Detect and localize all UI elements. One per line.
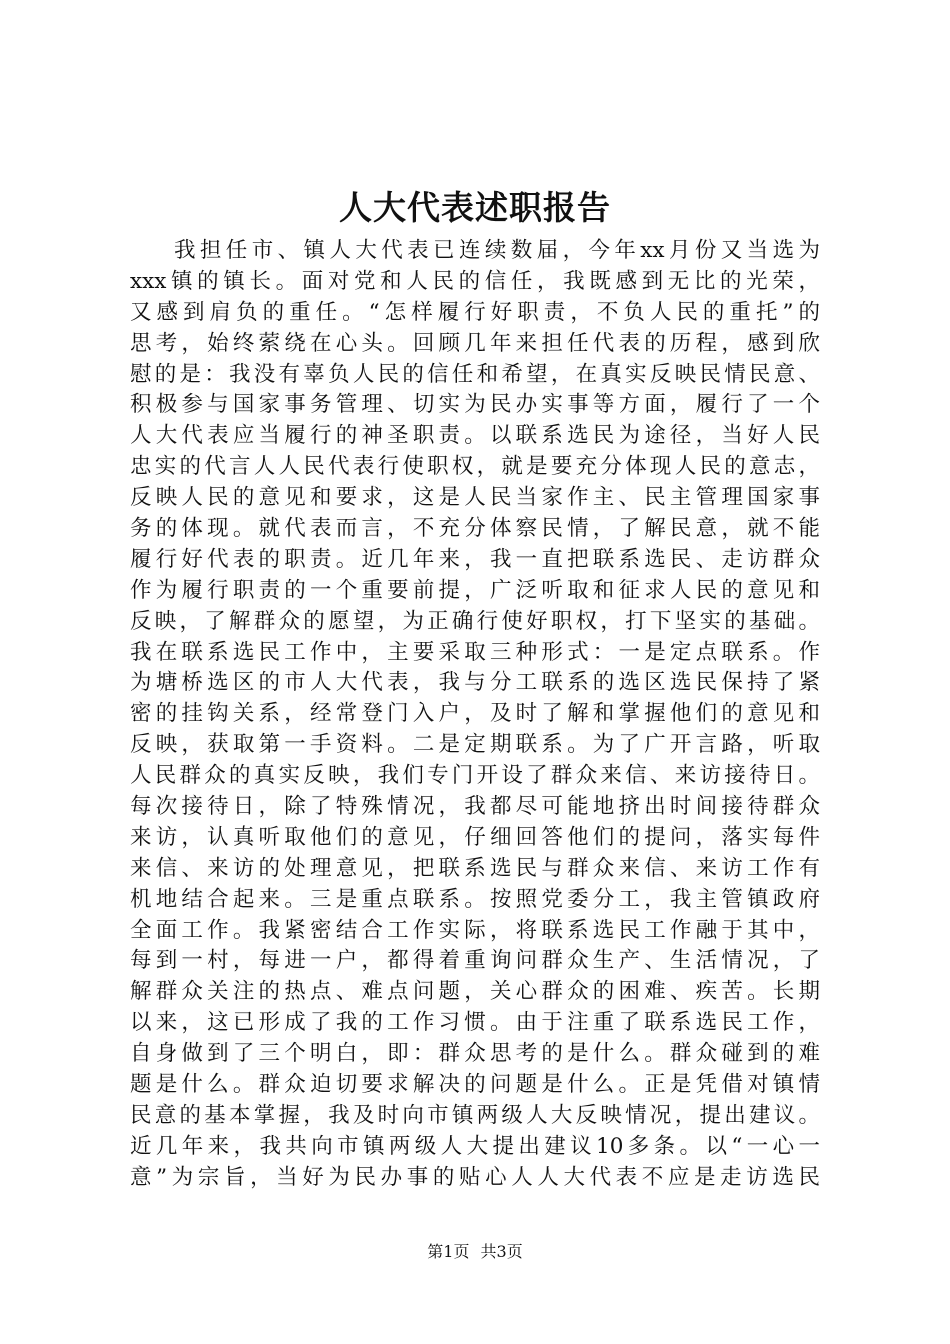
page-number: 第1页 bbox=[427, 1242, 470, 1261]
paragraph-line: 全面工作。我紧密结合工作实际，将联系选民工作融于其中， bbox=[130, 917, 820, 943]
paragraph-line: 每到一村，每进一户，都得着重询问群众生产、生活情况，了 bbox=[130, 948, 820, 974]
paragraph-line: 来访，认真听取他们的意见，仔细回答他们的提问，落实每件 bbox=[130, 824, 820, 850]
paragraph-line: 反映，获取第一手资料。二是定期联系。为了广开言路，听取 bbox=[130, 732, 820, 758]
paragraph-line: 我担任市、镇人大代表已连续数届，今年xx月份又当选为 bbox=[174, 238, 820, 263]
paragraph-line: 又感到肩负的重任。“怎样履行好职责，不负人民的重托”的 bbox=[130, 299, 820, 325]
paragraph-line: 忠实的代言人人民代表行使职权，就是要充分体现人民的意志， bbox=[130, 454, 820, 480]
paragraph-line: xxx镇的镇长。面对党和人民的信任，我既感到无比的光荣， bbox=[130, 268, 820, 294]
paragraph-line: 反映人民的意见和要求，这是人民当家作主、民主管理国家事 bbox=[130, 485, 820, 511]
paragraph-line: 思考，始终萦绕在心头。回顾几年来担任代表的历程，感到欣 bbox=[130, 330, 820, 356]
paragraph-line: 反映，了解群众的愿望，为正确行使好职权，打下坚实的基础。 bbox=[130, 608, 820, 634]
document-title: 人大代表述职报告 bbox=[339, 188, 611, 227]
paragraph-line: 来信、来访的处理意见，把联系选民与群众来信、来访工作有 bbox=[130, 855, 820, 881]
paragraph-line: 履行好代表的职责。近几年来，我一直把联系选民、走访群众 bbox=[130, 546, 820, 572]
paragraph-line: 民意的基本掌握，我及时向市镇两级人大反映情况，提出建议。 bbox=[130, 1102, 820, 1128]
paragraph-line: 为塘桥选区的市人大代表，我与分工联系的选区选民保持了紧 bbox=[130, 670, 820, 696]
paragraph-line: 近几年来，我共向市镇两级人大提出建议10多条。以“一心一 bbox=[130, 1133, 820, 1159]
paragraph-line: 每次接待日，除了特殊情况，我都尽可能地挤出时间接待群众 bbox=[130, 794, 820, 820]
document-body bbox=[130, 236, 820, 1194]
page-total: 共3页 bbox=[480, 1242, 523, 1261]
paragraph-line: 我在联系选民工作中，主要采取三种形式：一是定点联系。作 bbox=[130, 639, 820, 665]
paragraph-line: 慰的是：我没有辜负人民的信任和希望，在真实反映民情民意、 bbox=[130, 361, 820, 387]
paragraph-line: 作为履行职责的一个重要前提，广泛听取和征求人民的意见和 bbox=[130, 577, 820, 603]
page-footer bbox=[0, 1240, 950, 1264]
paragraph-line: 自身做到了三个明白，即：群众思考的是什么。群众碰到的难 bbox=[130, 1041, 820, 1067]
paragraph-line: 解群众关注的热点、难点问题，关心群众的困难、疾苦。长期 bbox=[130, 979, 820, 1005]
paragraph-line: 密的挂钩关系，经常登门入户，及时了解和掌握他们的意见和 bbox=[130, 701, 820, 727]
paragraph-line: 人大代表应当履行的神圣职责。以联系选民为途径，当好人民 bbox=[130, 423, 820, 449]
paragraph-line: 务的体现。就代表而言，不充分体察民情，了解民意，就不能 bbox=[130, 516, 820, 542]
paragraph-line: 题是什么。群众迫切要求解决的问题是什么。正是凭借对镇情 bbox=[130, 1072, 820, 1098]
paragraph-line: 意”为宗旨，当好为民办事的贴心人人大代表不应是走访选民 bbox=[130, 1164, 820, 1190]
paragraph-line: 积极参与国家事务管理、切实为民办实事等方面，履行了一个 bbox=[130, 392, 820, 418]
paragraph-line: 以来，这已形成了我的工作习惯。由于注重了联系选民工作， bbox=[130, 1010, 820, 1036]
paragraph-line: 机地结合起来。三是重点联系。按照党委分工，我主管镇政府 bbox=[130, 886, 820, 912]
paragraph-line: 人民群众的真实反映，我们专门开设了群众来信、来访接待日。 bbox=[130, 763, 820, 789]
